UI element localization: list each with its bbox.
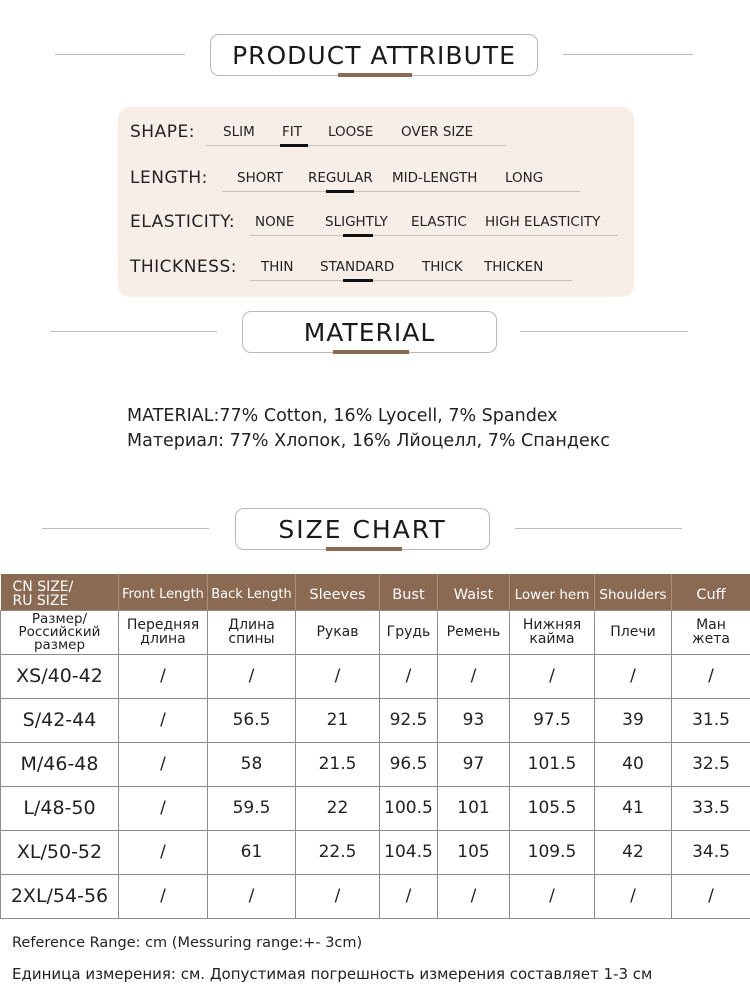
reference-note-en: Reference Range: cm (Messuring range:+- 3cm) (12, 935, 363, 951)
size-label-cell: M/46-48 (1, 742, 119, 786)
measurement-cell: 22 (296, 786, 380, 830)
attr-underline (250, 235, 618, 236)
size-label-cell: XS/40-42 (1, 654, 119, 698)
measurement-cell: 97.5 (510, 698, 595, 742)
attr-label: THICKNESS: (130, 257, 237, 277)
measurement-cell: 96.5 (380, 742, 438, 786)
measurement-cell: / (672, 654, 750, 698)
header-cell: Lower hem (510, 574, 595, 610)
header-ru-cell: Нижняя кайма (510, 610, 595, 654)
divider-left (42, 528, 209, 529)
reference-note-ru: Единица измерения: см. Допустимая погрешность измерения составляет 1-3 см (12, 965, 653, 983)
attr-row-elasticity (130, 210, 624, 240)
table-row (1, 830, 750, 874)
header-ru-cell: Передняя длина (119, 610, 208, 654)
attr-option: THIN (261, 259, 294, 275)
measurement-cell: 32.5 (672, 742, 750, 786)
measurement-cell: 33.5 (672, 786, 750, 830)
attr-option: THICK (422, 259, 463, 275)
attr-option-selected: SLIGHTLY (325, 214, 388, 230)
measurement-cell: 31.5 (672, 698, 750, 742)
attr-option-selected: FIT (282, 124, 302, 140)
header-ru-cell: Плечи (595, 610, 672, 654)
measurement-cell: / (438, 874, 510, 918)
measurement-cell: 41 (595, 786, 672, 830)
size-chart-table (0, 574, 750, 919)
attr-selected-marker (343, 279, 373, 282)
attribute-panel (118, 107, 634, 297)
measurement-cell: 21 (296, 698, 380, 742)
header-cell: Back Length (208, 574, 296, 610)
attr-label: ELASTICITY: (130, 212, 236, 232)
measurement-cell: / (510, 654, 595, 698)
measurement-cell: 97 (438, 742, 510, 786)
attr-option: HIGH ELASTICITY (485, 214, 601, 230)
header-ru-cell: Рукав (296, 610, 380, 654)
attr-option-selected: STANDARD (320, 259, 395, 275)
measurement-cell: / (119, 786, 208, 830)
divider-right (515, 528, 682, 529)
attr-selected-marker (326, 190, 354, 193)
measurement-cell: 59.5 (208, 786, 296, 830)
divider-right (563, 54, 693, 55)
attr-selected-marker (343, 234, 373, 237)
header-cell: Front Length (119, 574, 208, 610)
attr-option: SLIM (223, 124, 255, 140)
table-row (1, 698, 750, 742)
attr-option: LONG (505, 170, 544, 186)
attr-option: SHORT (237, 170, 283, 186)
measurement-cell: / (208, 654, 296, 698)
measurement-cell: 22.5 (296, 830, 380, 874)
header-ru-cell: Длина спины (208, 610, 296, 654)
size-label-cell: 2XL/54-56 (1, 874, 119, 918)
section-title: SIZE CHART (278, 514, 447, 544)
table-header-row (1, 574, 750, 610)
attr-option: OVER SIZE (401, 124, 474, 140)
measurement-cell: 100.5 (380, 786, 438, 830)
divider-left (55, 54, 185, 55)
measurement-cell: / (208, 874, 296, 918)
measurement-cell: 58 (208, 742, 296, 786)
attr-row-shape (130, 120, 624, 150)
measurement-cell: / (380, 654, 438, 698)
material-line-en: MATERIAL:77% Cotton, 16% Lyocell, 7% Spandex (127, 406, 558, 426)
measurement-cell: 93 (438, 698, 510, 742)
section-title: PRODUCT ATTRIBUTE (232, 40, 516, 70)
table-row (1, 786, 750, 830)
attr-option-selected: REGULAR (308, 170, 373, 186)
measurement-cell: 101.5 (510, 742, 595, 786)
measurement-cell: 105 (438, 830, 510, 874)
size-label-cell: XL/50-52 (1, 830, 119, 874)
table-header-ru-row (1, 610, 750, 654)
measurement-cell: 42 (595, 830, 672, 874)
header-ru-cell: Грудь (380, 610, 438, 654)
measurement-cell: 34.5 (672, 830, 750, 874)
measurement-cell: / (296, 654, 380, 698)
measurement-cell: / (119, 830, 208, 874)
header-cell: Sleeves (296, 574, 380, 610)
measurement-cell: / (672, 874, 750, 918)
attr-label: SHAPE: (130, 122, 195, 142)
measurement-cell: 105.5 (510, 786, 595, 830)
attr-option: ELASTIC (411, 214, 467, 230)
divider-right (520, 331, 688, 332)
attr-underline (250, 280, 572, 281)
measurement-cell: 61 (208, 830, 296, 874)
measurement-cell: 109.5 (510, 830, 595, 874)
measurement-cell: / (296, 874, 380, 918)
header-accent-bar (338, 73, 412, 77)
attr-option: THICKEN (484, 259, 544, 275)
table-row (1, 742, 750, 786)
header-cell: Bust (380, 574, 438, 610)
material-line-ru: Материал: 77% Хлопок, 16% Лйоцелл, 7% Спандекс (127, 431, 610, 451)
header-ru-cell: Ремень (438, 610, 510, 654)
measurement-cell: / (510, 874, 595, 918)
size-label-cell: S/42-44 (1, 698, 119, 742)
measurement-cell: 21.5 (296, 742, 380, 786)
attr-option: LOOSE (328, 124, 374, 140)
header-ru-cell: Ман жета (672, 610, 750, 654)
measurement-cell: 40 (595, 742, 672, 786)
measurement-cell: / (438, 654, 510, 698)
attr-row-length (130, 166, 624, 196)
section-title: MATERIAL (303, 317, 436, 347)
attr-label: LENGTH: (130, 168, 208, 188)
header-cell: Cuff (672, 574, 750, 610)
attr-option: MID-LENGTH (392, 170, 478, 186)
measurement-cell: / (119, 742, 208, 786)
attr-underline (222, 191, 580, 192)
attr-underline (206, 145, 506, 146)
section-header-material (242, 311, 497, 353)
size-label-cell: L/48-50 (1, 786, 119, 830)
section-header-size-chart (235, 508, 490, 550)
measurement-cell: 39 (595, 698, 672, 742)
measurement-cell: 104.5 (380, 830, 438, 874)
measurement-cell: / (119, 874, 208, 918)
measurement-cell: / (595, 654, 672, 698)
section-header-attribute (210, 34, 538, 76)
attr-option: NONE (255, 214, 295, 230)
measurement-cell: 92.5 (380, 698, 438, 742)
attr-row-thickness (130, 255, 624, 285)
header-cell: Waist (438, 574, 510, 610)
measurement-cell: / (595, 874, 672, 918)
measurement-cell: 56.5 (208, 698, 296, 742)
attr-selected-marker (280, 144, 308, 147)
divider-left (50, 331, 217, 332)
header-cell: CN SIZE/ RU SIZE (1, 574, 119, 610)
header-accent-bar (333, 350, 409, 354)
measurement-cell: / (119, 698, 208, 742)
header-cell: Shoulders (595, 574, 672, 610)
header-ru-cell: Размер/ Российский размер (1, 610, 119, 654)
table-row (1, 874, 750, 918)
measurement-cell: / (119, 654, 208, 698)
header-accent-bar (326, 547, 402, 551)
measurement-cell: 101 (438, 786, 510, 830)
measurement-cell: / (380, 874, 438, 918)
table-row (1, 654, 750, 698)
